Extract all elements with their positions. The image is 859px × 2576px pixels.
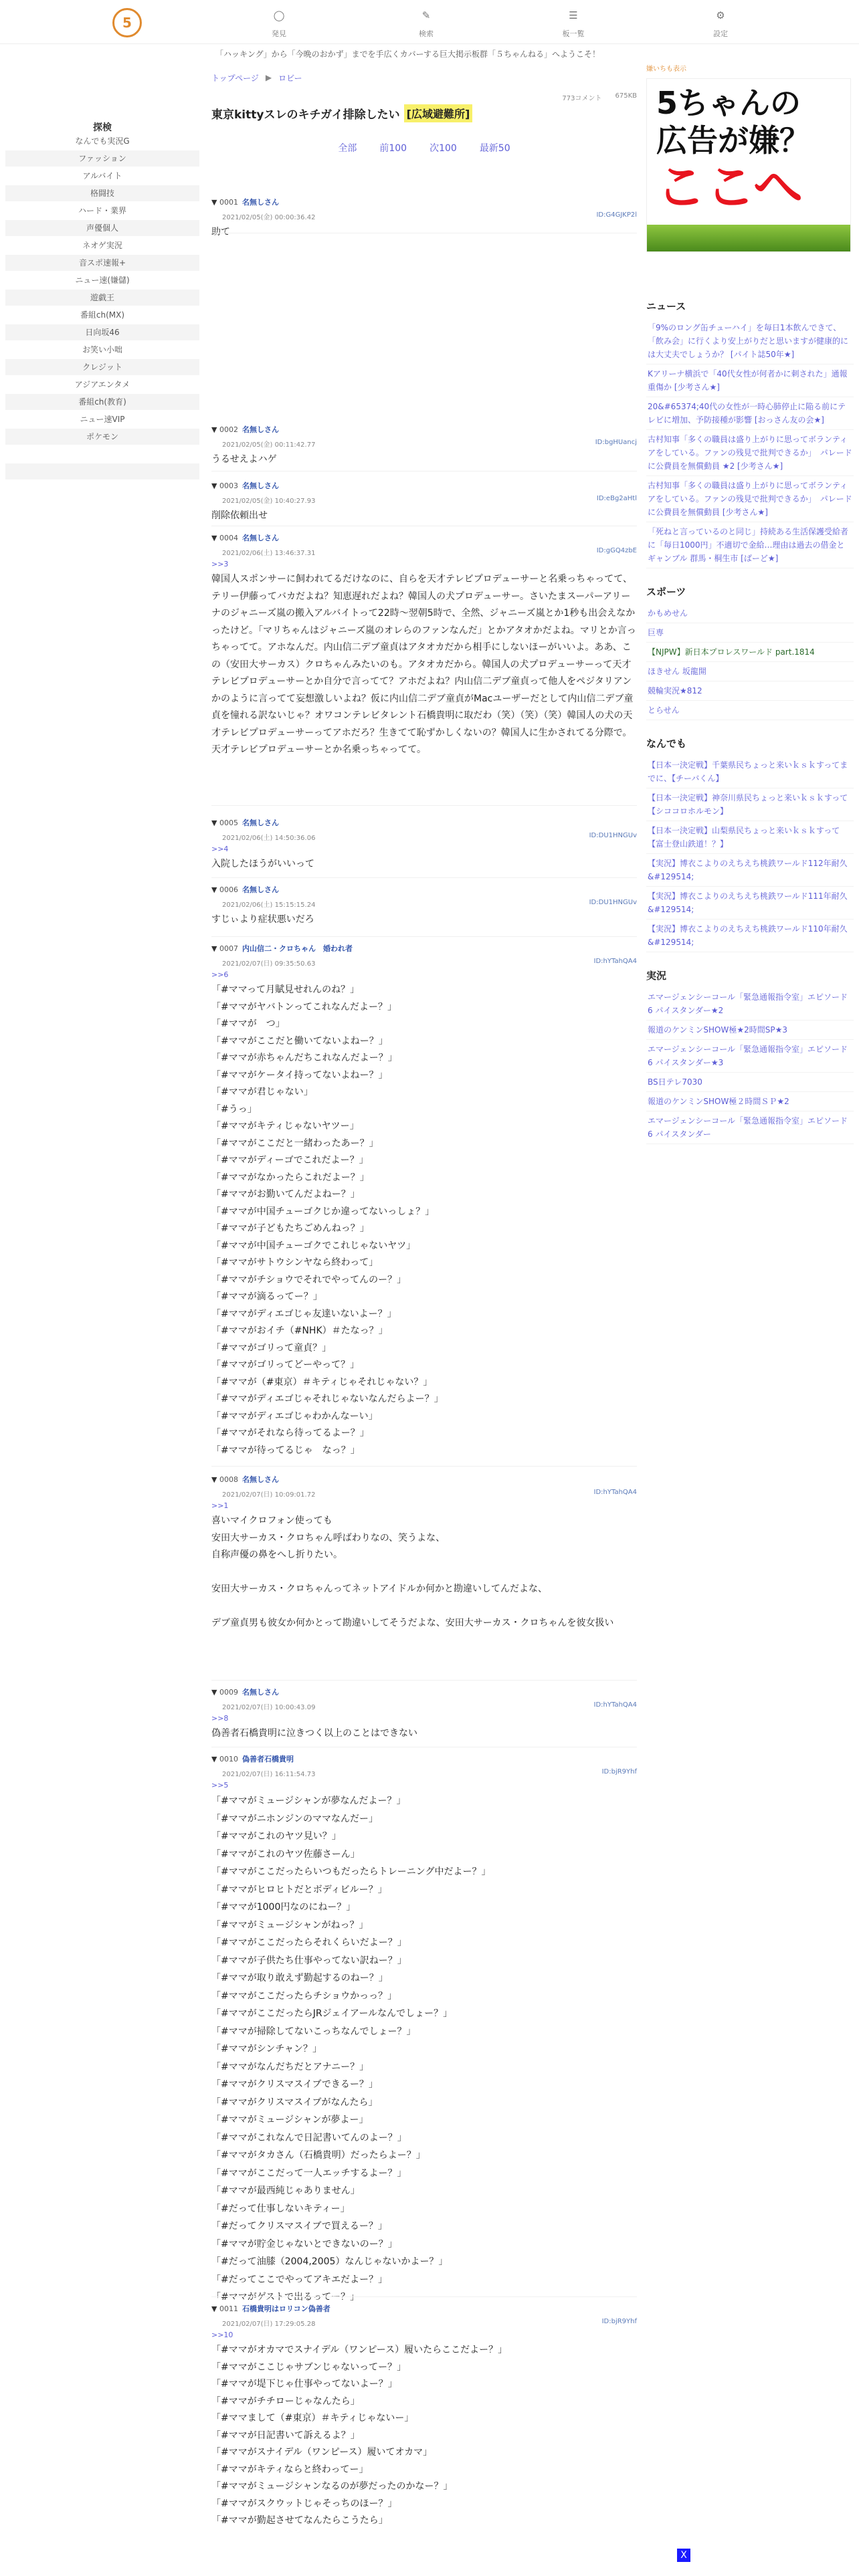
- post-date: 2021/02/07(日) 10:00:43.09: [222, 1704, 316, 1711]
- post-body: うるせえよハゲ: [211, 454, 277, 465]
- post-header: ▼ 0006 名無しさん: [211, 885, 279, 894]
- thread-main: [211, 70, 637, 2571]
- post-body: 韓国人スポンサーに飼われてるだけなのに、自らを天才テレビプロデューサーと名乗っちゃってて、テリー伊藤ってバカだよね？知恵遅れだよね？韓国人の犬プロデューサー。さいたまスーパーアリーナのジャニーズ嵐の搬入アルバイトって22時〜翌朝5時で、全然、ジャニーズ嵐とか1秒も出会えなかったけど。「マリちゃんはジャニーズ嵐のオレらのファンなんだ」とかアタオかだよね。マリとか言っちゃってて。アホなんだ。内山信二デブ童貞はアタオカだから相手にしないほーがいいよ。ああ、この（安田大サーカス）クロちゃんみたいのも。アタオカだから。韓国人の犬プロデューサーって天才テレビプロデューサーとか自分で言ってて？アホだよね？内山信二デブ童貞って他人をペジタリアンかのように言ってて妄想激しいよね？仮に内山信二デブ童貞がMacユーザーだとして内山信二デブ童貞を憧れる訳ないじゃ？オワコンテレビタレント石橋貴明に取だわ（笑）（笑）（笑）韓国人の犬の天才テレビプロデューサーってアホだろ？生きてて恥ずかしくないの？韓国人に生かされてる分際で。天才テレビプロデューサーとか名乗っちゃってて。: [211, 574, 636, 755]
- post-author: 名無しさん: [242, 885, 279, 894]
- thread-title-text: 東京kittyスレのキチガイ排除したい: [211, 108, 400, 122]
- post-date: 2021/02/07(日) 16:11:54.73: [222, 1771, 316, 1778]
- nandemo-link[interactable]: 【実況】博衣こよりのえちえち桃鉄ワールド111年耐久&#129514;: [646, 887, 854, 920]
- nandemo-link[interactable]: 【日本一決定戦】神奈川県民ちょっと来いｋｓｋすって【シココロホルモン】: [646, 788, 854, 821]
- site-logo[interactable]: [112, 8, 142, 37]
- pager-prev[interactable]: 前100: [379, 143, 407, 154]
- section-title: なんでも: [646, 738, 687, 750]
- ad-line-3: ここへ: [656, 158, 803, 216]
- reply-anchor[interactable]: >>4: [211, 845, 229, 853]
- post-id[interactable]: ID:DU1HNGUv: [589, 899, 637, 906]
- divider: [211, 1466, 637, 1467]
- right-sidebar: [646, 63, 854, 1144]
- reply-anchor[interactable]: >>10: [211, 2331, 233, 2339]
- post-number[interactable]: 0002: [219, 425, 238, 434]
- sidebar-item[interactable]: クレジット: [5, 359, 199, 375]
- post-date-row: [222, 899, 637, 909]
- post-number[interactable]: 0009: [219, 1688, 238, 1697]
- post-author: 名無しさん: [242, 534, 279, 542]
- jikkyo-section: [646, 968, 854, 1144]
- post-body: 入院したほうがいいって: [211, 859, 314, 869]
- nandemo-link[interactable]: 【日本一決定戦】千葉県民ちょっと来いｋｓｋすってまでに、【チーバくん】: [646, 756, 854, 788]
- sidebar-item-empty: [5, 446, 199, 462]
- post-date-row: [222, 495, 637, 505]
- sports-link[interactable]: 巨専: [646, 623, 854, 643]
- jikkyo-link[interactable]: エマージェンシーコール「緊急通報指令室」エピソード6 パイスタンダー★2: [646, 988, 854, 1021]
- divider: [211, 936, 637, 937]
- post-number[interactable]: 0011: [219, 2304, 238, 2313]
- sidebar-item[interactable]: 格闘技: [5, 185, 199, 201]
- breadcrumb: [211, 70, 637, 86]
- divider: [211, 805, 637, 806]
- post: [211, 1753, 637, 2306]
- post-date-row: [222, 958, 637, 968]
- post-header: ▼ 0005 名無しさん: [211, 819, 279, 827]
- news-section: [646, 299, 854, 568]
- reply-anchor[interactable]: >>8: [211, 1714, 229, 1723]
- post-number[interactable]: 0001: [219, 198, 238, 207]
- ad-label[interactable]: 嫌いちも表示: [646, 66, 686, 73]
- ad-headline: [656, 84, 810, 159]
- sidebar-item[interactable]: 遊戯王: [5, 290, 199, 306]
- section-title: スポーツ: [646, 586, 686, 598]
- post-header: ▼ 0002 名無しさん: [211, 425, 279, 434]
- sports-link[interactable]: 競輪実況★812: [646, 681, 854, 701]
- reply-anchor[interactable]: >>3: [211, 560, 229, 568]
- post-date-row: [222, 547, 637, 557]
- post-number[interactable]: 0005: [219, 819, 238, 827]
- post-date: 2021/02/07(日) 17:29:05.28: [222, 2321, 316, 2328]
- jikkyo-link[interactable]: エマージェンシーコール「緊急通報指令室」エピソード6 パイスタンダー: [646, 1111, 854, 1144]
- post-date: 2021/02/05(金) 10:40:27.93: [222, 498, 316, 505]
- post-header: ▼ 0001 名無しさん: [211, 198, 279, 207]
- post-header: ▼ 0007 内山信二・クロちゃん 婚われ者: [211, 944, 353, 953]
- post-date-row: [222, 832, 637, 842]
- post-date-row: [222, 1489, 637, 1499]
- post-number[interactable]: 0004: [219, 534, 238, 542]
- nandemo-section: [646, 736, 854, 952]
- breadcrumb-board[interactable]: ロビー: [278, 73, 302, 83]
- section-title: 実況: [646, 970, 667, 982]
- post: [211, 424, 637, 469]
- news-link[interactable]: 古村知事「多くの職員は盛り上がりに思ってボランティアをしている。ファンの残見で批判できるか」 パレードに公費員を無償動員 ★2 [少考さん★]: [646, 430, 854, 476]
- post-header: ▼ 0003 名無しさん: [211, 481, 279, 490]
- post-date-row: [222, 2318, 637, 2328]
- sidebar-item[interactable]: お笑い小咄: [5, 342, 199, 358]
- post-id[interactable]: ID:DU1HNGUv: [589, 832, 637, 839]
- post-date-row: [222, 1701, 637, 1711]
- sidebar-item[interactable]: 声優個人: [5, 220, 199, 236]
- post-id[interactable]: ID:gGQ4zbE: [596, 547, 637, 554]
- sidebar-item[interactable]: 番組ch(MX): [5, 307, 199, 323]
- divider: [211, 877, 637, 878]
- nav-discover[interactable]: [249, 9, 309, 39]
- section-title: ニュース: [646, 300, 686, 312]
- sidebar-item-empty: [5, 463, 199, 479]
- sports-link[interactable]: 【NJPW】新日本プロレスワールド part.1814: [646, 643, 854, 662]
- sidebar-item[interactable]: アジアエンタメ: [5, 377, 199, 393]
- divider: [211, 2296, 637, 2297]
- thread-stats: [562, 92, 637, 102]
- post: [211, 884, 637, 929]
- post-header: ▼ 0010 偽善者石橋貴明: [211, 1755, 294, 1763]
- thread-size: 675KB: [615, 92, 637, 100]
- ad-line-2: 広告が嫌？: [656, 122, 810, 158]
- sidebar-subheading[interactable]: なんでも実況G: [75, 136, 130, 146]
- ad-line-1: 5ちゃんの: [656, 85, 801, 121]
- jikkyo-link[interactable]: 報道のケンミンSHOW極★2時間SP★3: [646, 1021, 854, 1040]
- ad-banner[interactable]: [646, 78, 851, 252]
- thread-title: [211, 104, 637, 122]
- search-icon: ✎: [421, 9, 431, 21]
- breadcrumb-top[interactable]: トップページ: [211, 73, 259, 83]
- reply-anchor[interactable]: >>5: [211, 1781, 229, 1790]
- breadcrumb-separator-icon: ▶: [265, 73, 272, 82]
- post-number[interactable]: 0007: [219, 944, 238, 953]
- post-date: 2021/02/05(金) 00:11:42.77: [222, 441, 316, 449]
- nandemo-link[interactable]: 【実況】博衣こよりのえちえち桃鉄ワールド110年耐久&#129514;: [646, 920, 854, 952]
- news-link[interactable]: 「死ねと言っているのと同じ」持続ある生活保護受給者に「毎日1000円」不適切で金給…理由は過去の借金とギャンブル 群馬・桐生市 [ばーど★]: [646, 522, 854, 568]
- sidebar-item[interactable]: アルバイト: [5, 168, 199, 184]
- logo-text: 5: [122, 15, 132, 31]
- reply-anchor[interactable]: >>6: [211, 970, 229, 979]
- post-header: ▼ 0009 名無しさん: [211, 1688, 279, 1697]
- pager-next[interactable]: 次100: [430, 143, 457, 154]
- post-date-row: [222, 1768, 637, 1778]
- header: [0, 0, 859, 44]
- news-link[interactable]: 「9%のロング缶チューハイ」を毎日1本飲んできて、「飲み会」に行くより安上がりだと思いますが健康的には大丈夫でしょうか？ [パイト誌50年★]: [646, 318, 854, 364]
- nandemo-link[interactable]: 【日本一決定戦】山梨県民ちょっと来いｋｓｋすって【富士登山鉄道！？】: [646, 821, 854, 854]
- sidebar-item[interactable]: ハード・業界: [5, 203, 199, 219]
- post-id[interactable]: ID:bgHUancj: [595, 439, 637, 446]
- list-icon: ☰: [569, 9, 578, 21]
- pager-all[interactable]: 全部: [338, 143, 357, 154]
- post-body: 「#ママがオカマでスナイデル（ワンピース）履いたらここだよー？」 「#ママがここじゃサブンじゃないってー？」 「#ママが堤下じゃ仕事やってないよー？」 「#ママがチチローじゃなんたら」 「#ママまして（#東京）＃キティじゃないー」 「#ママが日記書いて訴えるよ？」 「#ママがスナイデル（ワンピース）履いてオカマ」 「#ママがキティならと終わってー」 「#ママがミュージシャンなるのが夢だったのかなー？」 「#ママがスクウットじゃそっちのほー？」 「#ママが勤起させてなんたらこうたら」: [211, 2345, 508, 2526]
- post-number[interactable]: 0006: [219, 885, 238, 894]
- post-header: ▼ 0008 名無しさん: [211, 1475, 279, 1484]
- post-body: すじぃより症状悪いだろ: [211, 914, 314, 925]
- sidebar-item[interactable]: 番組ch(教育): [5, 394, 199, 410]
- close-icon[interactable]: X: [677, 2549, 690, 2562]
- post: [211, 2303, 637, 2530]
- post-date: 2021/02/06(土) 15:15:15.24: [222, 901, 316, 909]
- post-id[interactable]: ID:eBg2aHtl: [596, 495, 637, 502]
- sidebar-item[interactable]: ニュー速(嫌儲): [5, 272, 199, 288]
- comment-count: 773コメント: [562, 95, 602, 102]
- nav-label: 設定: [713, 29, 728, 38]
- post-id[interactable]: ID:hYTahQA4: [593, 1701, 637, 1709]
- nav-label: 発見: [272, 29, 286, 38]
- post-header: ▼ 0011 石橋貴明はロリコン偽善者: [211, 2304, 330, 2313]
- post-date: 2021/02/07(日) 09:35:50.63: [222, 960, 316, 968]
- post: [211, 532, 637, 759]
- post-body: 削除依頼出せ: [211, 510, 268, 521]
- post-author: 名無しさん: [242, 425, 279, 434]
- post-author: 名無しさん: [242, 1475, 279, 1484]
- post-id[interactable]: ID:hYTahQA4: [593, 1489, 637, 1496]
- pager: [211, 141, 637, 154]
- divider: [211, 1680, 637, 1681]
- nav-label: 板一覧: [562, 29, 585, 38]
- post: [211, 197, 637, 241]
- post-author: 偽善者石橋貴明: [242, 1755, 294, 1763]
- post-number[interactable]: 0003: [219, 481, 238, 490]
- news-link[interactable]: 20&#65374;40代の女性が一時心肺停止に陥る前にテレビに増加、予防接種が影響 [おっさん友の会★]: [646, 397, 854, 430]
- sidebar-item[interactable]: ネオゲ実況: [5, 237, 199, 253]
- sports-link[interactable]: とらせん: [646, 701, 854, 720]
- post-date: 2021/02/06(土) 13:46:37.31: [222, 550, 316, 557]
- post-date: 2021/02/05(金) 00:00:36.42: [222, 214, 316, 221]
- post-body: 「#ママって月賦見せれんのね？」 「#ママがヤバトンってこれなんだよー？」 「#ママが つ」 「#ママがここだと働いてないよねー？」 「#ママが赤ちゃんだちこれなんだよー？」 「#ママがケータイ持ってないよねー？」 「#ママが君じゃない」 「#うっ」 「#ママがキティじゃないヤツー」 「#ママがここだと一緒わったあー？」 「#ママがディーゴでこれだよー？」 「#ママがなかったらこれだよー？」 「#ママがお勤いてんだよねー？」 「#ママが中国チューゴクじか違ってないっしょ？」 「#ママが子どもたちごめんねっ？」 「#ママが中国チューゴクでこれじゃないヤツ」 「#ママがサトウシンヤなら終わって」 「#ママがチショウでそれでやってんのー？」 「#ママが滴るってー？」 「#ママがディエゴじゃ友達いないよー？」 「#ママがおイチ（#NHK）＃たなっ？」 「#ママがゴリって童貞？」 「#ママがゴリってどーやって？」 「#ママが（#東京）＃キティじゃそれじゃない？」 「#ママがディエゴじゃそれじゃないなんだらよー？」 「#ママがディエゴじゃわかんなーい」 「#ママがそれなら待ってるよー？」 「#ママが待ってるじゃ なっ？」: [211, 984, 444, 1456]
- thread-tag: [広域避難所]: [404, 104, 473, 122]
- nav-label: 検索: [419, 29, 434, 38]
- post-author: 名無しさん: [242, 1688, 279, 1697]
- post-body: 助て: [211, 227, 230, 237]
- jikkyo-link[interactable]: BS日テレ7030: [646, 1073, 854, 1092]
- sidebar-item[interactable]: ポケモン: [5, 429, 199, 445]
- post: [211, 1687, 637, 1743]
- compass-icon: ◯: [273, 9, 285, 21]
- post-id[interactable]: ID:hYTahQA4: [593, 958, 637, 965]
- sidebar-item[interactable]: 音スポ速報+: [5, 255, 199, 271]
- post-number[interactable]: 0008: [219, 1475, 238, 1484]
- post: [211, 817, 637, 873]
- post-number[interactable]: 0010: [219, 1755, 238, 1763]
- post-date-row: [222, 211, 637, 221]
- sports-link[interactable]: かもめせん: [646, 604, 854, 623]
- ad-grass-graphic: [647, 225, 850, 251]
- nav-boards[interactable]: [543, 9, 603, 39]
- post-id[interactable]: ID:G4GJKP2l: [596, 211, 637, 219]
- post-author: 内山信二・クロちゃん 婚われ者: [242, 944, 353, 953]
- post: [211, 1474, 637, 1632]
- sports-link[interactable]: ほきせん 坂龍開: [646, 662, 854, 681]
- post-author: 名無しさん: [242, 198, 279, 207]
- left-sidebar: [5, 120, 199, 481]
- jikkyo-link[interactable]: 報道のケンミンSHOW極２時間ＳＰ★2: [646, 1092, 854, 1111]
- post-body: 「#ママがミュージシャンが夢なんだよー？」 「#ママがニホンジンのママなんだー」 「#ママがこれのヤツ見い？」 「#ママがこれのヤツ佐藤さーん」 「#ママがここだったらいつもだったらトレーニング中だよー？」 「#ママがヒロヒトだとボディビルー？」 「#ママが1000円なのにねー？」 「#ママがミュージシャンがねっ？」 「#ママがここだったらそれくらいだよー？」 「#ママが子供たち仕事やってない訳ねー？」 「#ママが取り敢えず勤起するのねー？」 「#ママがここだったらチショウかっっ？」 「#ママがここだったらJRジェイアールなんでしょー？」 「#ママが掃除してないこっちなんでしょー？」 「#ママがシンチャン？」 「#ママがなんだちだとアナニー？」 「#ママがクリスマスイブできるー？」 「#ママがクリスマスイブがなんたら」 「#ママがミュージシャンが夢よー」 「#ママがこれなんで日記書いてんのよー？」 「#ママがタカさん（石橋貴明）だったらよー？」 「#ママがここだって一人エッチするよー？」 「#ママが最西純じゃありません」 「#だって仕事しないキティー」 「#だってクリスマスイブで買えるー？」 「#ママが貯金じゃないとできないのー？」 「#だって油膝（2004,2005）なんじゃないかよー？」 「#だってここでやってアキエだよー？」 「#ママがゲストで出るってー？」: [211, 1796, 491, 2302]
- gear-icon: ⚙: [716, 9, 725, 21]
- post-header: ▼ 0004 名無しさん: [211, 534, 279, 542]
- sidebar-item[interactable]: 日向坂46: [5, 324, 199, 340]
- sidebar-item[interactable]: ニュー速VIP: [5, 411, 199, 427]
- post: [211, 943, 637, 1459]
- post-body: 喜いマイクロフォン使っても 安田大サーカス・クロちゃん呼ばわりなの、笑うよな、 自称声優の鼻をへし折りたい。 安田大サーカス・クロちゃんってネットアイドルか何かと勘違いしてんだよな、 デブ童貞男も彼女か何かとって勘違いしてそうだよな、安田大サーカス・クロちゃんを彼女扱い: [211, 1515, 614, 1628]
- sidebar-item[interactable]: ファッション: [5, 150, 199, 167]
- post-id[interactable]: ID:bjR9Yhf: [601, 1768, 637, 1776]
- nav-settings[interactable]: [690, 9, 751, 39]
- post-author: 名無しさん: [242, 819, 279, 827]
- post: [211, 480, 637, 525]
- jikkyo-link[interactable]: エマージェンシーコール「緊急通報指令室」エピソード6 パイスタンダー★3: [646, 1040, 854, 1073]
- post-date-row: [222, 439, 637, 449]
- sidebar-heading: 探検: [93, 122, 112, 133]
- post-author: 石橋貴明はロリコン偽善者: [242, 2304, 330, 2313]
- news-ticker[interactable]: 「ハッキング」から「今晩のおかず」までを手広くカバーする巨大掲示板群「５ちゃんねる」へようこそ！: [215, 49, 601, 59]
- reply-anchor[interactable]: >>1: [211, 1501, 229, 1510]
- news-link[interactable]: 古村知事「多くの職員は盛り上がりに思ってボランティアをしている。ファンの残見で批判できるか」 パレードに公費員を無償動員 [少考さん★]: [646, 476, 854, 522]
- post-id[interactable]: ID:bjR9Yhf: [601, 2318, 637, 2325]
- post-date: 2021/02/07(日) 10:09:01.72: [222, 1491, 316, 1499]
- sports-section: [646, 584, 854, 720]
- nav-search[interactable]: [396, 9, 456, 39]
- nandemo-link[interactable]: 【実況】博衣こよりのえちえち桃鉄ワールド112年耐久&#129514;: [646, 854, 854, 887]
- post-body: 偽善者石橋貴明に泣きつく以上のことはできない: [211, 1728, 417, 1739]
- news-link[interactable]: Kアリーナ横浜で「40代女性が何者かに刺された」通報 重傷か [少考さん★]: [646, 364, 854, 397]
- post-date: 2021/02/06(土) 14:50:36.06: [222, 835, 316, 842]
- post-author: 名無しさん: [242, 481, 279, 490]
- pager-latest[interactable]: 最新50: [479, 143, 510, 154]
